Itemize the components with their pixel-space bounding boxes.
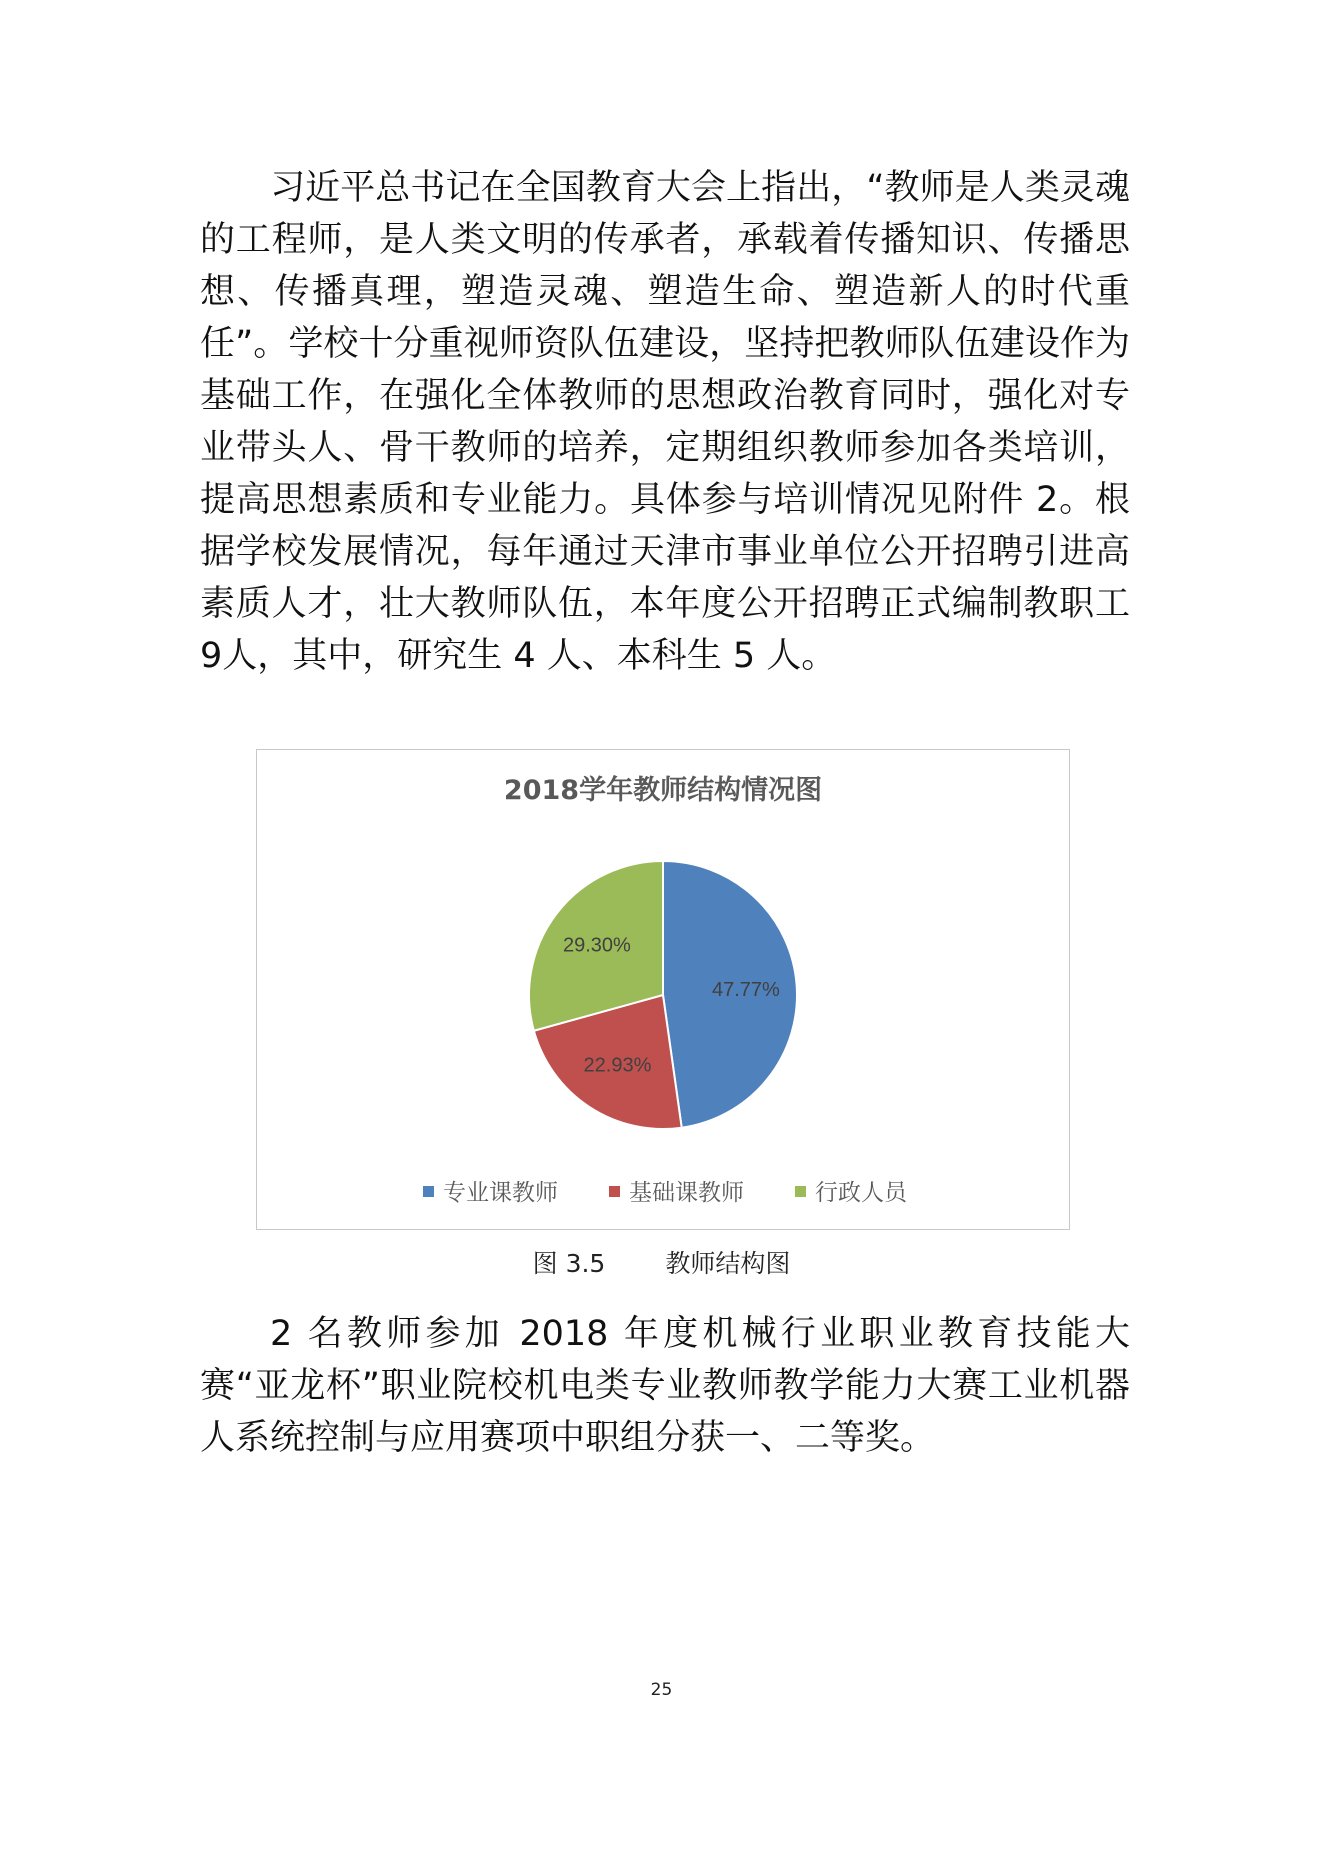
chart-container: [256, 749, 1070, 1230]
data-label-3: 29.30%: [562, 934, 631, 957]
figure-number: 图 3.5: [532, 1249, 606, 1278]
pie-chart: [257, 750, 1069, 1229]
page-number: 25: [650, 1680, 673, 1700]
data-label-2: 22.93%: [583, 1054, 652, 1077]
data-label-1: 47.77%: [711, 979, 780, 1002]
figure-caption-text: 教师结构图: [665, 1249, 791, 1278]
legend-swatch-2: [609, 1186, 620, 1197]
legend-label-1: 专业课教师: [443, 1180, 558, 1206]
figure-caption: [0, 1244, 1323, 1280]
legend-swatch-3: [795, 1186, 806, 1197]
legend-swatch-1: [423, 1186, 434, 1197]
legend-label-3: 行政人员: [815, 1180, 907, 1206]
chart-title: 2018学年教师结构情况图: [503, 775, 823, 806]
body-paragraph-1: 习近平总书记在全国教育大会上指出，“教师是人类灵魂的工程师，是人类文明的传承者，承载着传播知识、传播思想、传播真理，塑造灵魂、塑造生命、塑造新人的时代重任”。学校十分重视师资队伍建设，坚持把教师队伍建设作为基础工作，在强化全体教师的思想政治教育同时，强化对专业带头人、骨干教师的培养，定期组织教师参加各类培训，提高思想素质和专业能力。具体参与培训情况见附件 2。根据学校发展情况，每年通过天津市事业单位公开招聘引进高素质人才，壮大教师队伍，本年度公开招聘正式编制教职工 9人，其中，研究生 4 人、本科生 5 人。: [200, 168, 1130, 676]
body-paragraph-2: 2 名教师参加 2018 年度机械行业职业教育技能大赛“亚龙杯”职业院校机电类专业教师教学能力大赛工业机器人系统控制与应用赛项中职组分获一、二等奖。: [200, 1314, 1130, 1458]
legend-label-2: 基础课教师: [629, 1180, 744, 1206]
